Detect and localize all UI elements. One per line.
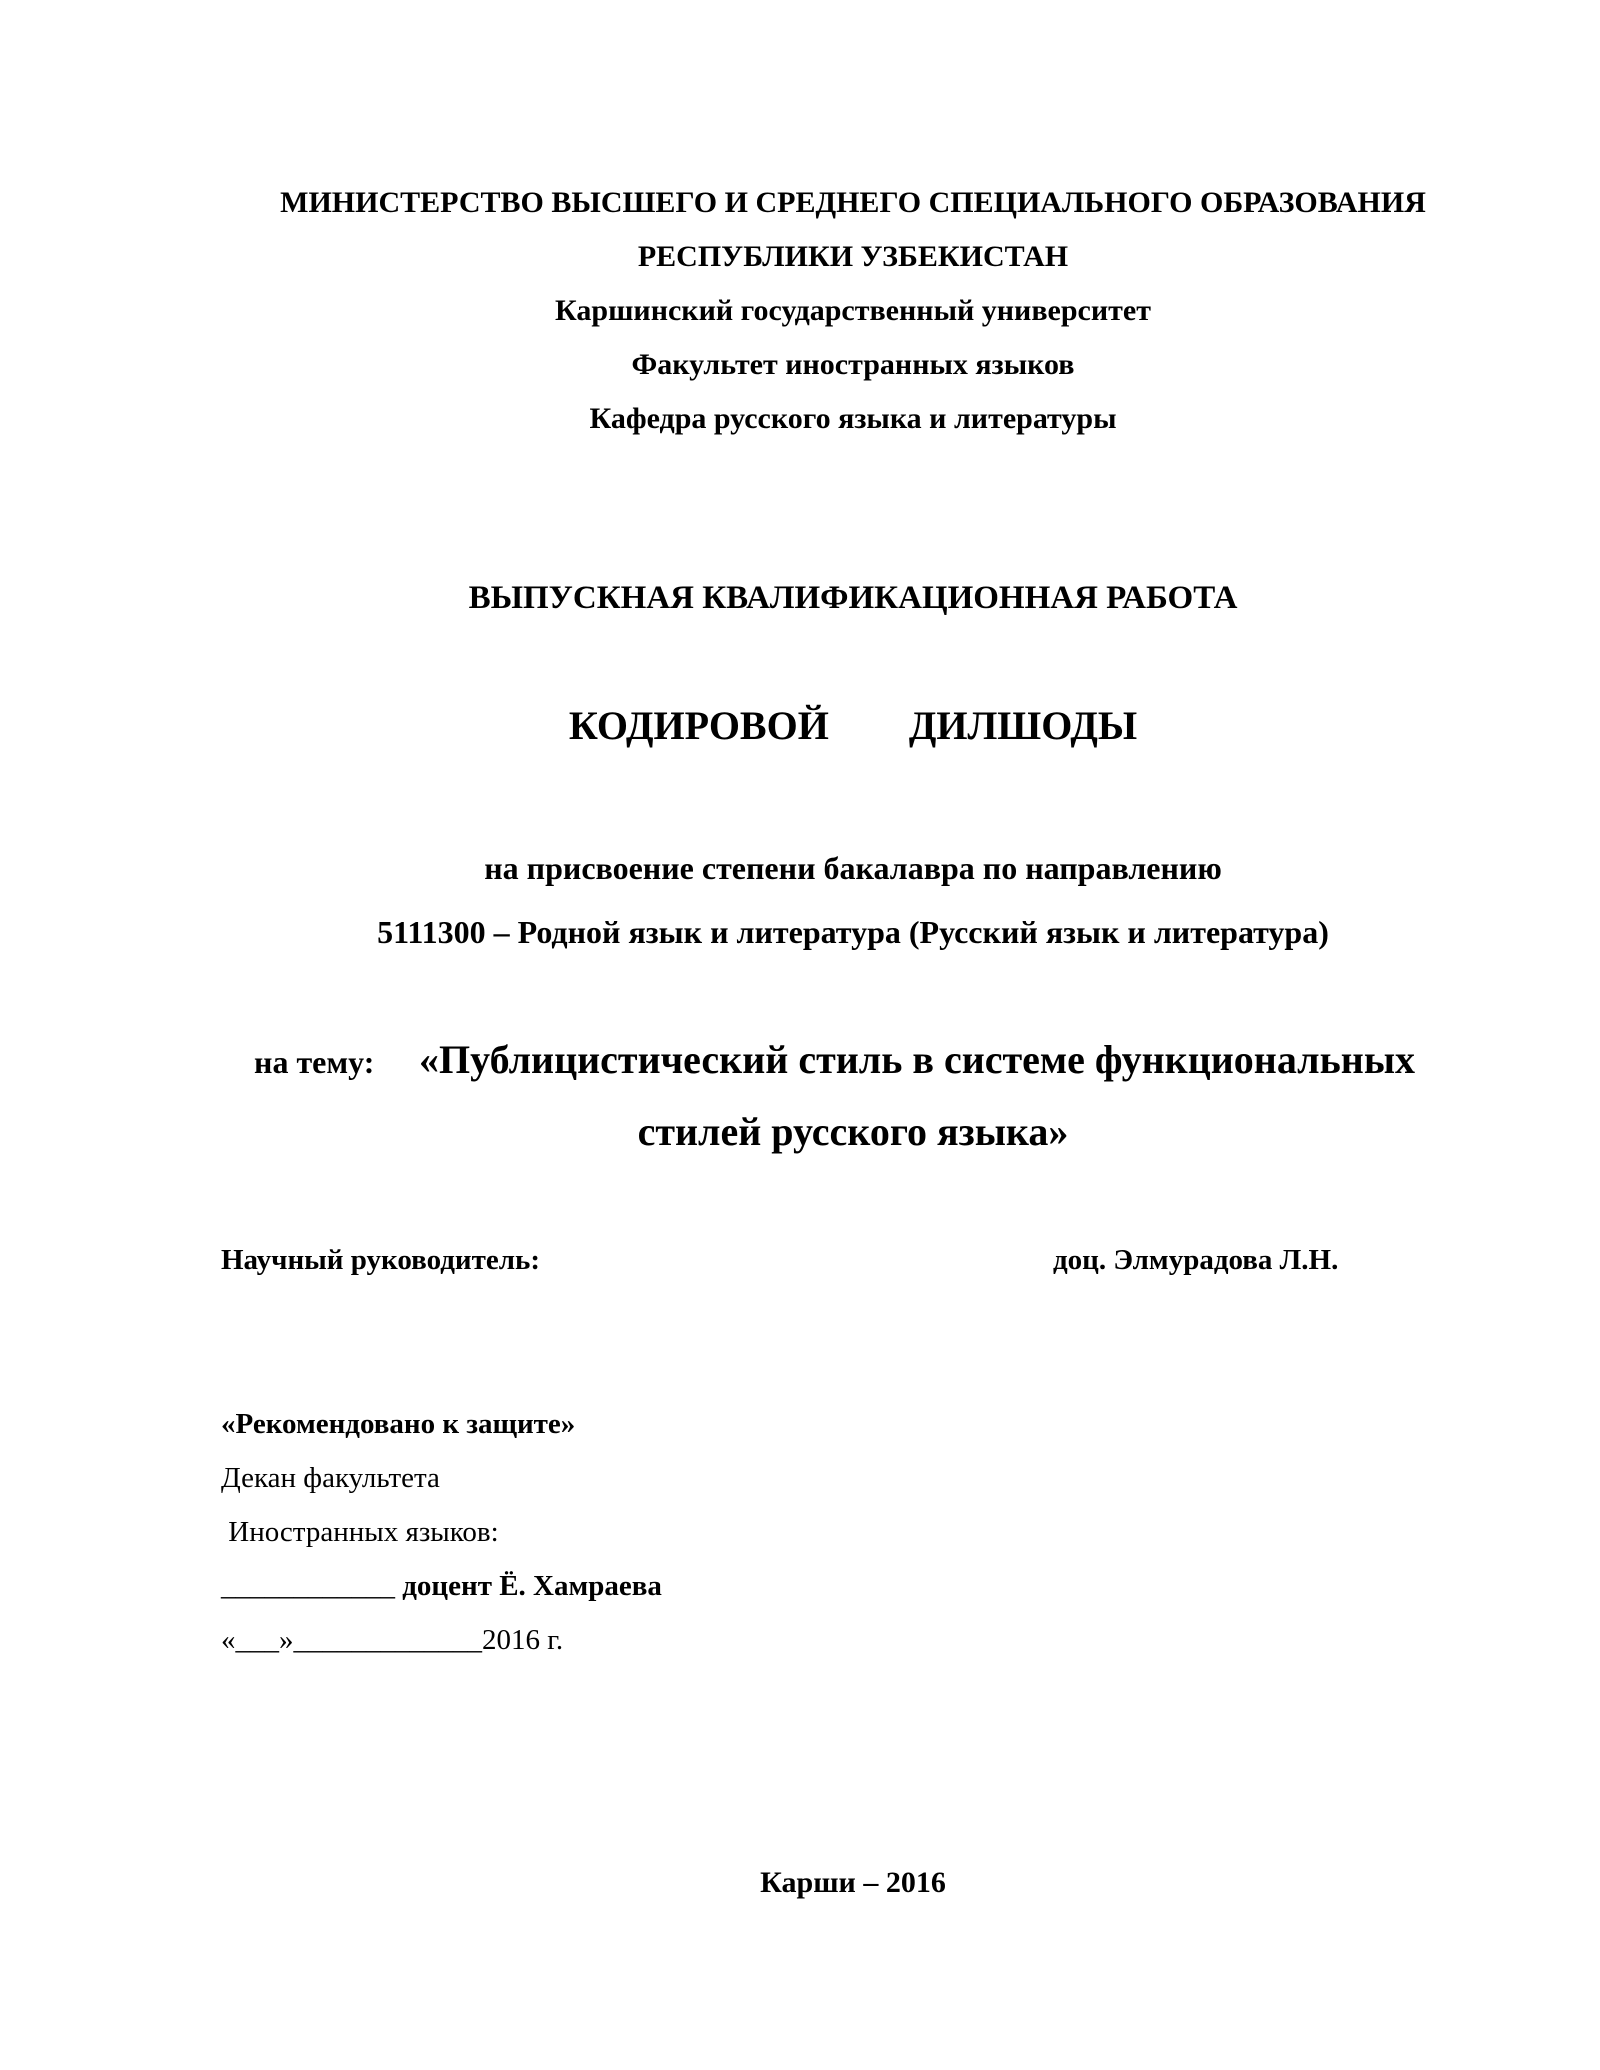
ministry-line-1: МИНИСТЕРСТВО ВЫСШЕГО И СРЕДНЕГО СПЕЦИАЛЬНОГО ОБРАЗОВАНИЯ [280, 186, 1426, 219]
faculty-name: Факультет иностранных языков [631, 348, 1075, 381]
topic-line-1: «Публицистический стиль в системе функциональных [419, 1037, 1416, 1082]
recommendation-title: «Рекомендовано к защите» [221, 1408, 576, 1440]
author-name: КОДИРОВОЙ ДИЛШОДЫ [568, 703, 1138, 748]
work-type: ВЫПУСКНАЯ КВАЛИФИКАЦИОННАЯ РАБОТА [468, 580, 1238, 616]
dean-line-1: Декан факультета [221, 1462, 440, 1494]
signature-blank: ____________ [221, 1570, 395, 1602]
ministry-line-2: РЕСПУБЛИКИ УЗБЕКИСТАН [637, 240, 1069, 273]
signature-name: доцент Ё. Хамраева [395, 1570, 662, 1602]
supervisor-name: доц. Элмурадова Л.Н. [1053, 1244, 1339, 1276]
supervisor-label: Научный руководитель: [221, 1244, 540, 1276]
dean-line-2: Иностранных языков: [221, 1516, 499, 1548]
degree-line-2: 5111300 – Родной язык и литература (Русский язык и литература) [377, 914, 1329, 950]
degree-line-1: на присвоение степени бакалавра по направлению [484, 850, 1222, 886]
topic-prefix: на тему: [254, 1044, 375, 1080]
university-name: Каршинский государственный университет [555, 294, 1151, 327]
city-year: Карши – 2016 [760, 1866, 946, 1899]
signature-line [221, 1570, 662, 1603]
topic-line-2: стилей русского языка» [637, 1109, 1069, 1154]
date-line: «___»_____________2016 г. [221, 1624, 564, 1656]
department-name: Кафедра русского языка и литературы [589, 402, 1117, 435]
